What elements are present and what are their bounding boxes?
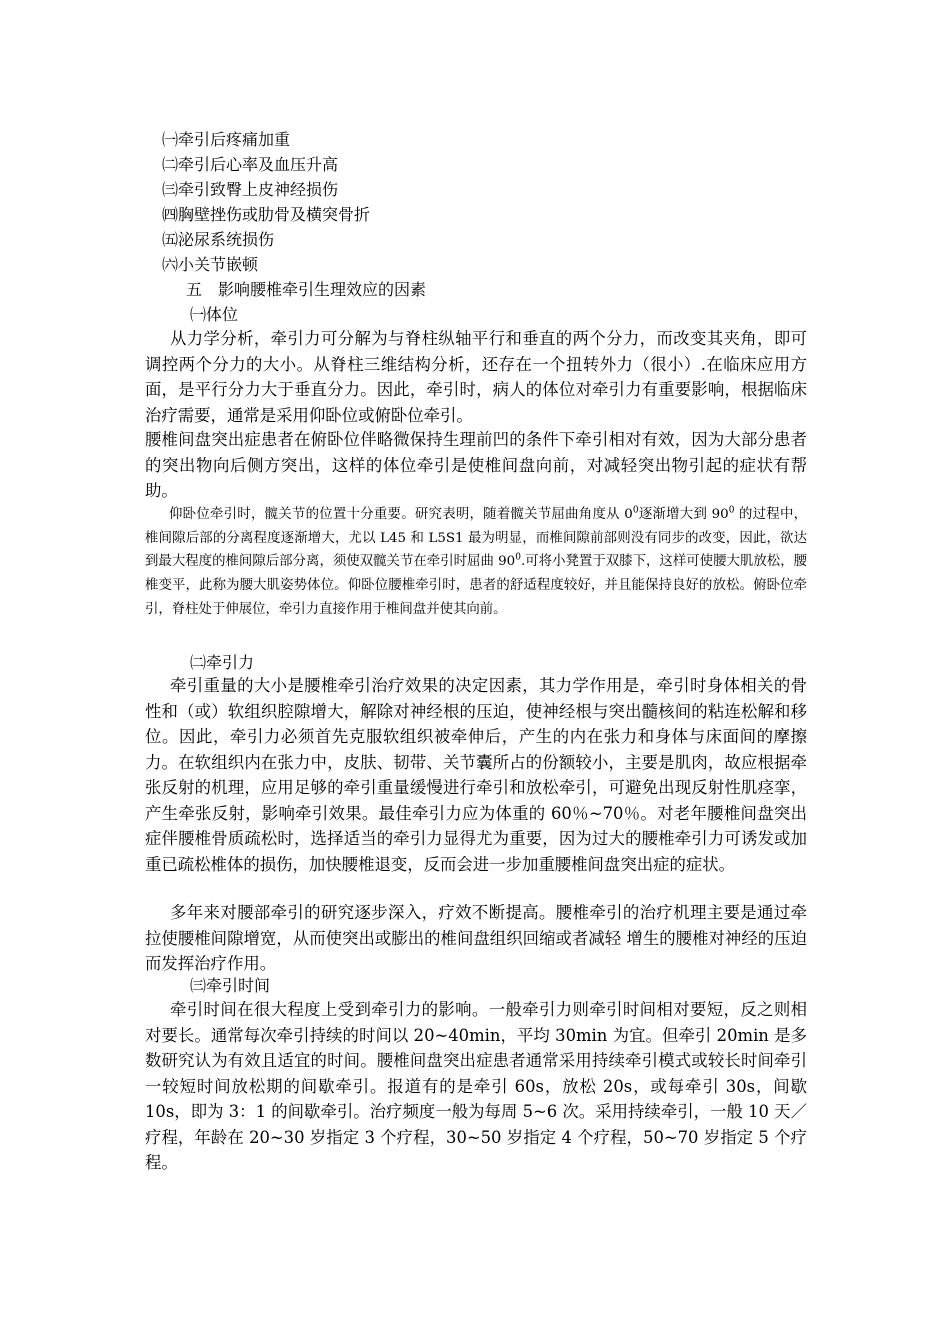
subsection-title-traction-time: ㈢牵引时间 (190, 976, 271, 995)
paragraph-traction-weight: 牵引重量的大小是腰椎牵引治疗效果的决定因素，其力学作用是，牵引时身体相关的骨性和（或）软组织腔隙增大，解除对神经根的压迫，使神经根与突出髓核间的粘连松解和移位。因此，牵引力必须首先克服软组织被牵伸后，产生的内在张力和身体与床面间的摩擦力。在软组织内在张力中，皮肤、韧带、关节囊所占的份额较小，主要是肌肉，故应根据牵张反射的机理，应用足够的牵引重量缓慢进行牵引和放松牵引，可避免出现反射性肌痉挛，产生牵张反射，影响牵引效果。最佳牵引力应为体重的 60％~70％。对老年腰椎间盘突出症伴腰椎骨质疏松时，选择适当的牵引力显得尤为重要，因为过大的腰椎牵引力可诱发或加重已疏松椎体的损伤，加快腰椎退变，反而会进一步加重腰椎间盘突出症的症状。 (145, 676, 807, 874)
subsection-title-traction-force: ㈡牵引力 (190, 653, 255, 672)
paragraph-research: 多年来对腰部牵引的研究逐步深入，疗效不断提高。腰椎牵引的治疗机理主要是通过牵拉使腰椎间隙增宽，从而使突出或膨出的椎间盘组织回缩或者减轻 增生的腰椎对神经的压迫而发挥治疗作用。 (145, 903, 807, 973)
paragraph-mechanics: 从力学分析，牵引力可分解为与脊柱纵轴平行和垂直的两个分力，而改变其夹角，即可调控两个分力的大小。从脊柱三维结构分析，还存在一个扭转外力（很小）.在临床应用方面，是平行分力大于垂直分力。因此，牵引时，病人的体位对牵引力有重要影响，根据临床治疗需要，通常是采用仰卧位或俯卧位牵引。 (145, 329, 807, 425)
degree-sup-1: 0 (632, 505, 639, 516)
list-item-4: ㈣胸壁挫伤或肋骨及横突骨折 (162, 205, 371, 224)
section-title: 五 影响腰椎牵引生理效应的因素 (186, 280, 427, 299)
list-item-5: ㈤泌尿系统损伤 (162, 230, 275, 249)
para3-mid1: 逐渐增大到 90 (638, 507, 729, 522)
list-item-1: ㈠牵引后疼痛加重 (162, 130, 291, 149)
para3-rest: .可将小凳置于双膝下，这样可使腰大肌放松，腰椎变平，此称为腰大肌姿势体位。仰卧位腰椎牵引时，患者的舒适程度较好，并且能保持良好的放松。俯卧位牵引，脊柱处于伸展位，牵引力直接作用于椎间盘并使其向前。 (145, 554, 807, 617)
paragraph-traction-time: 牵引时间在很大程度上受到牵引力的影响。一般牵引力则牵引时间相对要短，反之则相对要长。通常每次牵引持续的时间以 20~40min，平均 30min 为宜。但牵引 20min 是多数研究认为有效且适宜的时间。腰椎间盘突出症患者通常采用持续牵引模式或较长时间牵引一较短时间放松期的间歇牵引。报道有的是牵引 60s，放松 20s，或每牵引 30s，间歇 10s，即为 3：1 的间歇牵引。治疗频度一般为每周 5~6 次。采用持续牵引，一般 10 天／疗程，年龄在 20~30 岁指定 3 个疗程，30~50 岁指定 4 个疗程，50~70 岁指定 5 个疗程。 (145, 1000, 807, 1172)
subsection-title-posture: ㈠体位 (190, 305, 239, 324)
paragraph-supine-position (145, 503, 807, 622)
list-item-6: ㈥小关节嵌顿 (162, 255, 259, 274)
para3-intro: 仰卧位牵引时，髋关节的位置十分重要。研究表明，随着髋关节屈曲角度从 0 (169, 507, 633, 522)
list-item-3: ㈢牵引致臀上皮神经损伤 (162, 180, 339, 199)
degree-sup-3: 0 (515, 552, 521, 563)
para3-mid2: 的过程中，椎间隙后部的分离程度逐渐增大，尤以 L45 和 L5S1 最为明显，而椎间隙前部则没有同步的改变，因此，欲达到最大程度的椎间隙后部分离，须使双髋关节在牵引时屈曲 90 (145, 507, 807, 570)
paragraph-prone-position: 腰椎间盘突出症患者在俯卧位伴略微保持生理前凹的条件下牵引相对有效，因为大部分患者的突出物向后侧方突出，这样的体位牵引是使椎间盘向前，对减轻突出物引起的症状有帮助。 (145, 430, 807, 500)
list-item-2: ㈡牵引后心率及血压升高 (162, 155, 339, 174)
degree-sup-2: 0 (728, 505, 735, 516)
